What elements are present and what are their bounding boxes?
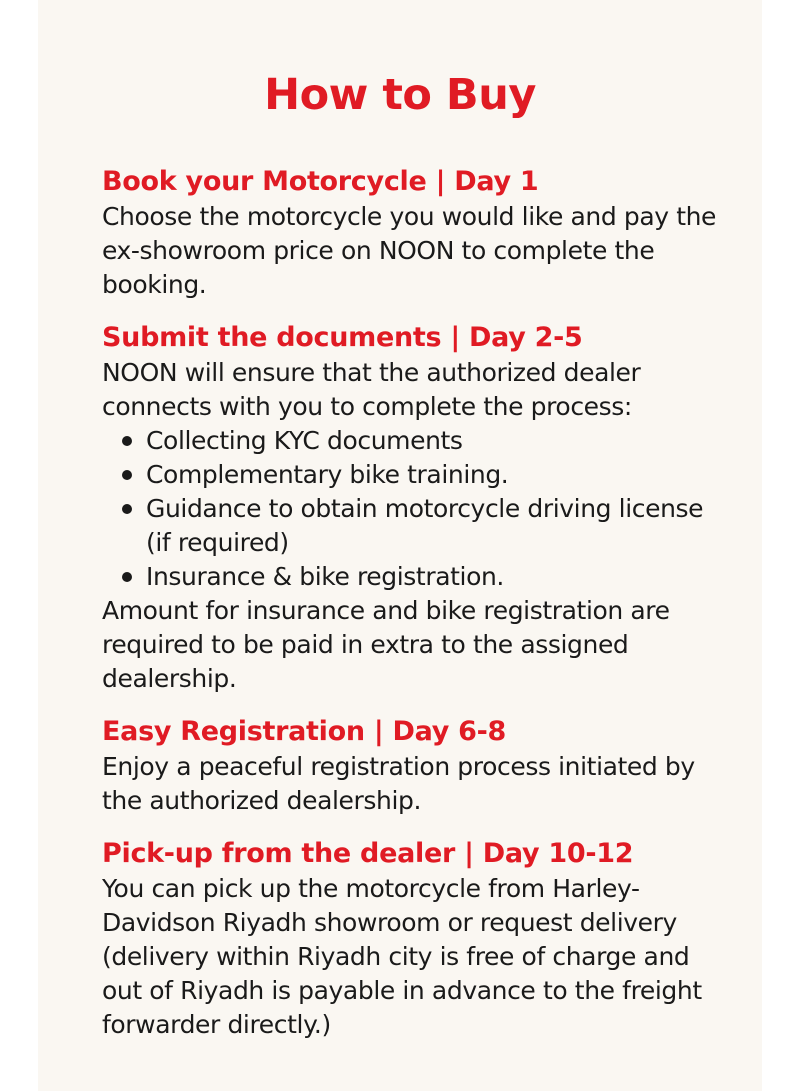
steps-list [102, 164, 734, 1060]
bullet-icon [122, 470, 132, 480]
step-heading: Pick-up from the dealer | Day 10-12 [102, 838, 634, 869]
page-title: How to Buy [264, 70, 536, 120]
list-item [120, 458, 734, 492]
list-item-text: Collecting KYC documents [146, 426, 463, 455]
bullet-icon [122, 572, 132, 582]
step-easy-registration [102, 714, 734, 818]
list-item [120, 492, 734, 560]
step-heading: Book your Motorcycle | Day 1 [102, 166, 539, 197]
step-book-motorcycle [102, 164, 734, 302]
list-item-text: Complementary bike training. [146, 460, 509, 489]
document-checklist [102, 424, 734, 594]
step-description: Choose the motorcycle you would like and pay the ex-showroom price on NOON to complete the booking. [102, 202, 717, 299]
step-submit-documents [102, 320, 734, 696]
list-item [120, 560, 734, 594]
step-description: You can pick up the motorcycle from Harley-Davidson Riyadh showroom or request delivery (delivery within Riyadh city is free of charge and out of Riyadh is payable in advance to the freight forwarder directly.) [102, 874, 702, 1039]
step-heading: Easy Registration | Day 6-8 [102, 716, 507, 747]
list-item-text: Insurance & bike registration. [146, 562, 504, 591]
bullet-icon [122, 436, 132, 446]
step-description: NOON will ensure that the authorized dealer connects with you to complete the process: [102, 358, 641, 421]
how-to-buy-card [38, 0, 762, 1091]
list-item-text: Guidance to obtain motorcycle driving license (if required) [146, 494, 704, 557]
list-item [120, 424, 734, 458]
step-heading: Submit the documents | Day 2-5 [102, 322, 583, 353]
step-pick-up [102, 836, 734, 1042]
bullet-icon [122, 504, 132, 514]
step-description: Enjoy a peaceful registration process initiated by the authorized dealership. [102, 752, 695, 815]
step-note: Amount for insurance and bike registration are required to be paid in extra to the assigned dealership. [102, 596, 670, 693]
